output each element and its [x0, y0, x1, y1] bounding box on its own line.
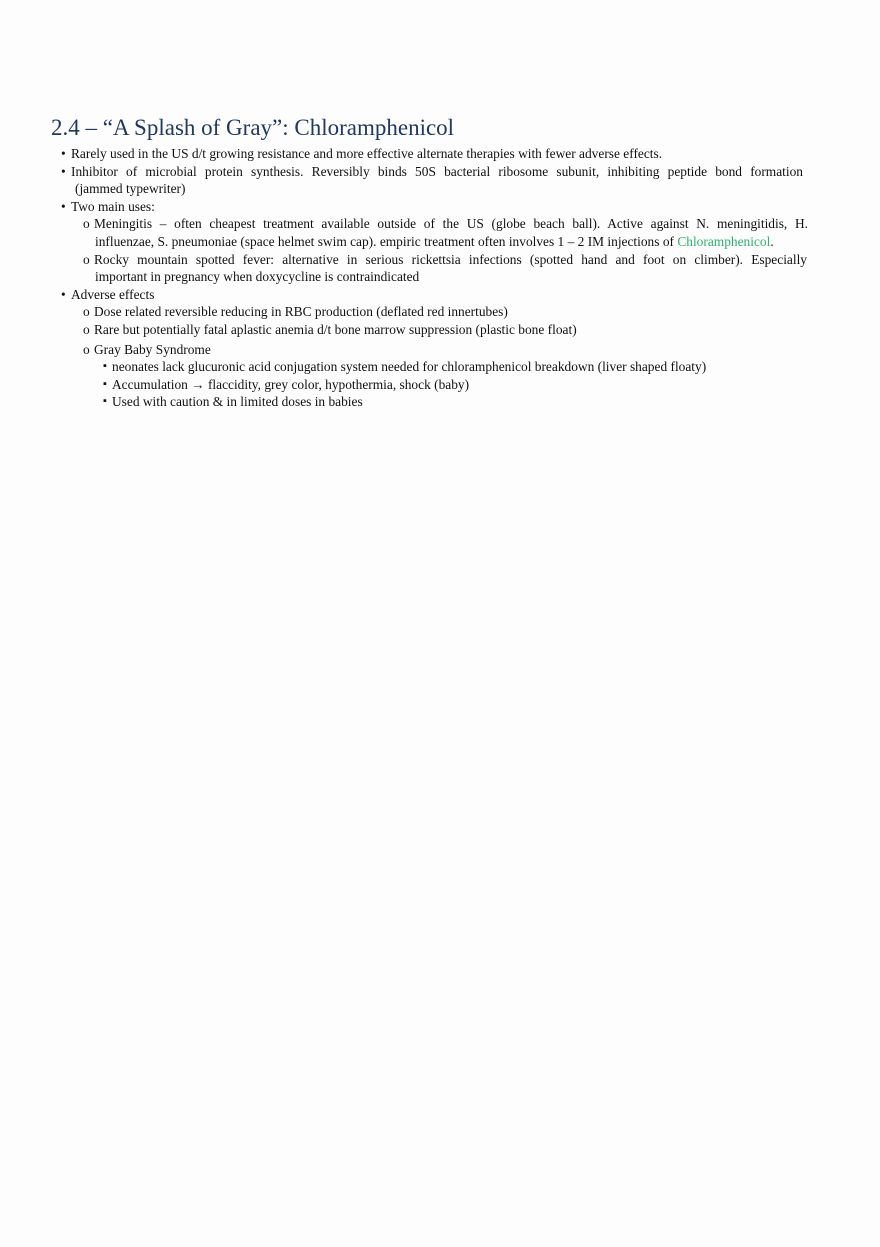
- square-marker: ▪: [103, 360, 107, 373]
- subitem-rocky-mountain: [0, 251, 880, 269]
- sub-marker: o: [83, 304, 90, 320]
- sub-marker: o: [83, 251, 90, 267]
- subitem-text: Meningitis – often cheapest treatment available outside of the US (globe beach ball). Active against N. meningitidis, H.: [94, 216, 808, 232]
- bullet-inhibitor: [0, 163, 880, 181]
- sub-marker: o: [83, 321, 90, 337]
- subsubitem-caution: [0, 393, 880, 411]
- sub-marker: o: [83, 216, 90, 232]
- subitem-text: Dose related reversible reducing in RBC production (deflated red innertubes): [94, 304, 508, 320]
- subitem-text: Rare but potentially fatal aplastic anemia d/t bone marrow suppression (plastic bone float): [94, 321, 577, 337]
- subsubitem-text: Accumulation → flaccidity, grey color, hypothermia, shock (baby): [112, 376, 470, 392]
- bullet-inhibitor-continued: [0, 180, 880, 198]
- sub-marker: o: [83, 341, 90, 357]
- square-marker: ▪: [103, 377, 107, 390]
- bullet-marker: •: [61, 163, 66, 179]
- subitem-text: Gray Baby Syndrome: [94, 341, 211, 357]
- subitem-text-continued: important in pregnancy when doxycycline is contraindicated: [95, 269, 420, 285]
- subitem-text-continued: influenzae, S. pneumoniae (space helmet swim cap). empiric treatment often involves 1 – 2 IM injections of: [95, 233, 678, 249]
- bullet-rarely-used: [0, 145, 880, 163]
- subitem-rocky-mountain-continued: [0, 268, 880, 286]
- section-heading: 2.4 – “A Splash of Gray”: Chloramphenicol: [51, 115, 455, 140]
- subitem-text: Rocky mountain spotted fever: alternative in serious rickettsia infections (spotted hand and foot on climber). Especially: [94, 251, 807, 267]
- bullet-marker: •: [61, 146, 66, 161]
- bullet-text: Adverse effects: [71, 286, 155, 302]
- bullet-two-uses: [0, 198, 880, 216]
- subitem-meningitis-continued: [0, 233, 880, 251]
- subsubitem-text: Used with caution & in limited doses in babies: [112, 394, 363, 410]
- square-marker: ▪: [103, 395, 107, 408]
- bullet-text: Inhibitor of microbial protein synthesis. Reversibly binds 50S bacterial ribosome subunit, inhibiting peptide bond formation: [71, 163, 803, 179]
- bullet-marker: •: [61, 198, 66, 214]
- bullet-adverse-effects: [0, 286, 880, 304]
- subsubitem-text: neonates lack glucuronic acid conjugation system needed for chloramphenicol breakdown (liver shaped floaty): [112, 359, 707, 375]
- bullet-text: Rarely used in the US d/t growing resistance and more effective alternate therapies with fewer adverse effects.: [71, 146, 663, 161]
- subitem-gray-baby-syndrome: [0, 341, 880, 359]
- sentence-period: .: [770, 233, 774, 249]
- bullet-marker: •: [61, 286, 66, 302]
- subitem-aplastic-anemia: [0, 321, 880, 339]
- notes-body: [0, 145, 880, 411]
- bullet-text-continued: (jammed typewriter): [75, 181, 186, 197]
- subitem-dose-related: [0, 303, 880, 321]
- subsubitem-neonates: [0, 358, 880, 376]
- subitem-meningitis: [0, 215, 880, 233]
- subsubitem-accumulation: [0, 376, 880, 394]
- drug-name-highlight: Chloramphenicol: [677, 233, 771, 249]
- bullet-text: Two main uses:: [71, 198, 155, 214]
